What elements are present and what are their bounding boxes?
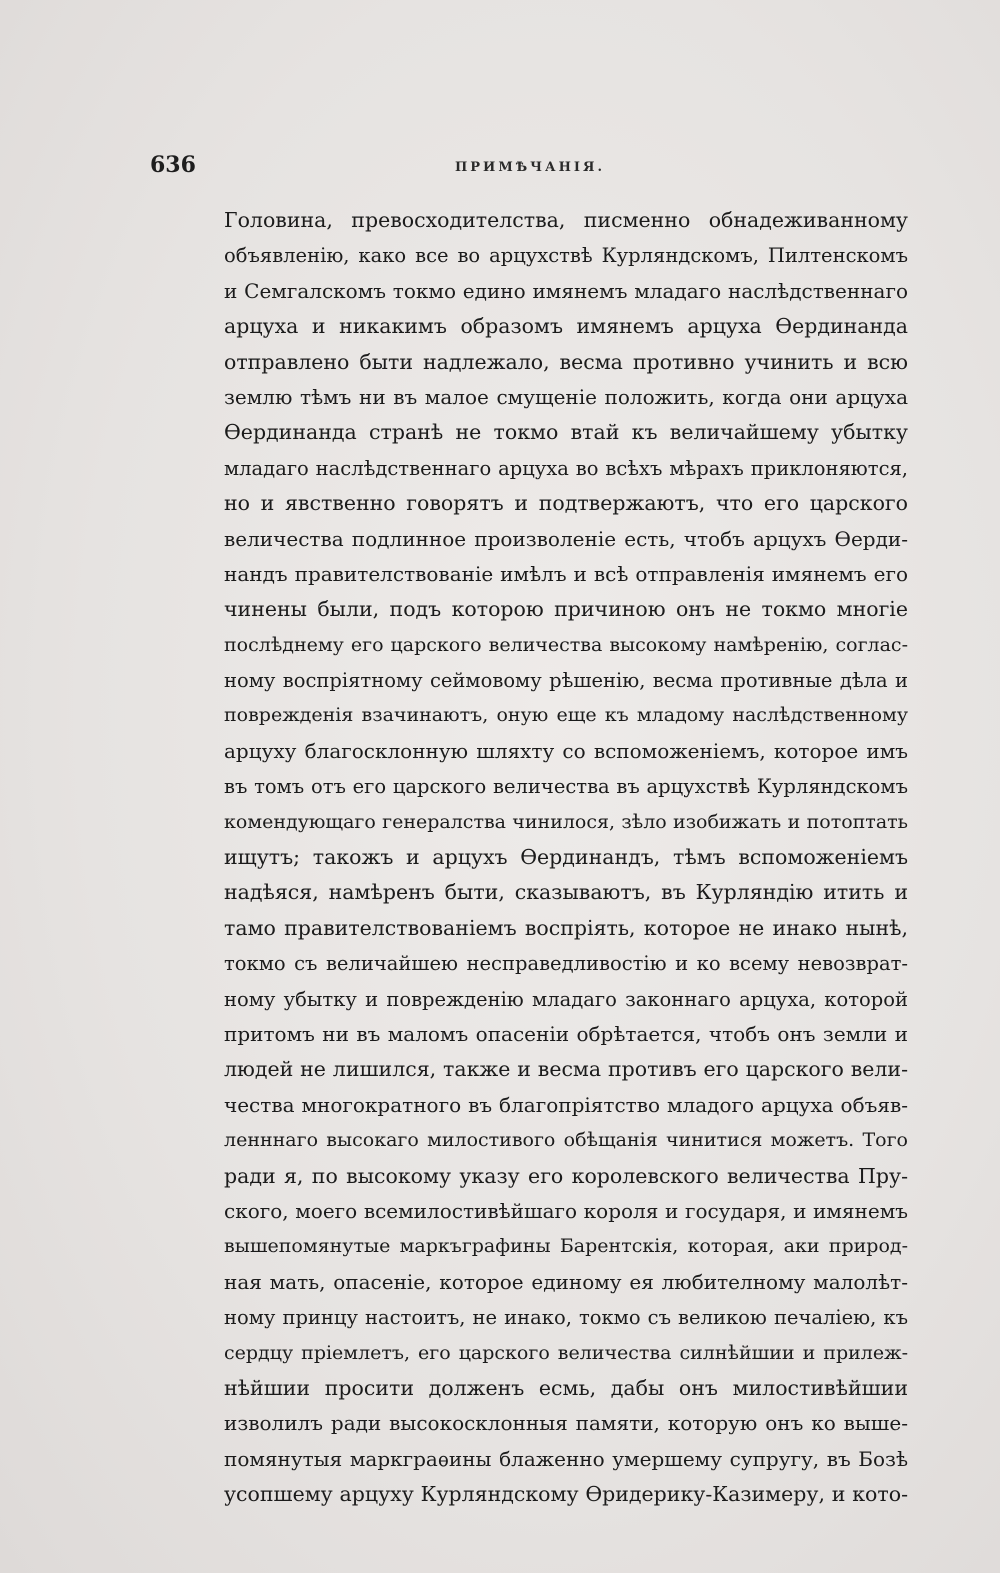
page-header (150, 152, 910, 182)
text-line: поврежденія взачинаютъ, оную еще къ младому наслѣдственному (224, 704, 908, 727)
text-line: отправлено быти надлежало, весма противно учинить и всю (224, 349, 908, 374)
text-line: нѣйшии просити долженъ есмь, дабы онъ милостивѣйшии (224, 1375, 908, 1400)
text-line: изволилъ ради высокосклонныя памяти, которую онъ ко выше- (224, 1411, 908, 1436)
text-line: усопшему арцуху Курляндскому Ѳридерику-Казимеру, и кото- (224, 1482, 908, 1507)
text-line: послѣднему его царского величества высокому намѣренію, соглас- (224, 633, 908, 656)
text-line: ная мать, опасеніе, которое единому ея любителному малолѣт- (224, 1269, 908, 1294)
text-line: притомъ ни въ маломъ опасеніи обрѣтается, чтобъ онъ земли и (224, 1021, 908, 1046)
text-line: младаго наслѣдственнаго арцуха во всѣхъ мѣрахъ приклоняются, (224, 456, 908, 480)
page-number: 636 (150, 152, 196, 178)
text-line: нандъ правителствованіе имѣлъ и всѣ отправленія имянемъ его (224, 561, 908, 586)
text-line: ному воспріятному сеймовому рѣшенію, весма противные дѣла и (224, 669, 908, 693)
text-line: надѣяся, намѣренъ быти, сказываютъ, въ Курляндію итить и (224, 880, 908, 905)
text-line: чества многократного въ благопріятство младого арцуха объяв- (224, 1092, 908, 1117)
text-line: арцуху благосклонную шляхту со вспоможеніемъ, которое имъ (224, 738, 908, 763)
text-line: объявленію, како все во арцухствѣ Курляндскомъ, Пилтенскомъ (224, 244, 908, 268)
text-line: ского, моего всемилостивѣйшаго короля и государя, и имянемъ (224, 1198, 908, 1223)
text-line: вышепомянутые маркъграфины Барентскія, которая, аки природ- (224, 1235, 908, 1258)
text-line: ленннаго высокаго милостивого обѣщанія чинитися можетъ. Того (224, 1129, 908, 1152)
text-line: Головина, превосходителства, писменно обнадеживанному (224, 208, 908, 232)
text-line: помянутыя маркграѳины блаженно умершему супругу, въ Бозѣ (224, 1446, 908, 1471)
text-line: сердцу пріемлетъ, его царского величества силнѣйшии и прилеж- (224, 1341, 908, 1364)
text-line: ради я, по высокому указу его королевского величества Пру- (224, 1163, 908, 1188)
text-line: ищутъ; такожъ и арцухъ Ѳердинандъ, тѣмъ вспоможеніемъ (224, 845, 908, 870)
text-line: величества подлинное произволеніе есть, чтобъ арцухъ Ѳерди- (224, 526, 908, 551)
text-line: но и явственно говорятъ и подтвержаютъ, что его царского (224, 491, 908, 516)
text-line: ному принцу настоитъ, не инако, токмо съ великою печаліею, къ (224, 1306, 908, 1330)
text-line: тамо правителствованіемъ воспріять, которое не инако нынѣ, (224, 915, 908, 940)
text-line: чинены были, подъ которою причиною онъ не токмо многіе (224, 597, 908, 622)
text-line: Ѳердинанда странѣ не токмо втай къ величайшему убытку (224, 420, 908, 445)
running-title: ПРИМѢЧАНІЯ. (455, 160, 605, 175)
text-line: и Семгалскомъ токмо едино имянемъ младаго наслѣдственнаго (224, 278, 908, 303)
text-line: токмо съ величайшею несправедливостію и ко всему невозврат- (224, 952, 908, 976)
body-text (224, 203, 908, 1512)
text-line: людей не лишился, также и весма противъ его царского вели- (224, 1057, 908, 1082)
text-line: комендующаго генералства чинилося, зѣло изобижать и потоптать (224, 810, 908, 833)
text-line: ному убытку и поврежденію младаго законнаго арцуха, которой (224, 987, 908, 1011)
text-line: въ томъ отъ его царского величества въ арцухствѣ Курляндскомъ (224, 775, 908, 799)
text-line: землю тѣмъ ни въ малое смущеніе положить, когда они арцуха (224, 384, 908, 409)
text-line: арцуха и никакимъ образомъ имянемъ арцуха Ѳердинанда (224, 314, 908, 339)
